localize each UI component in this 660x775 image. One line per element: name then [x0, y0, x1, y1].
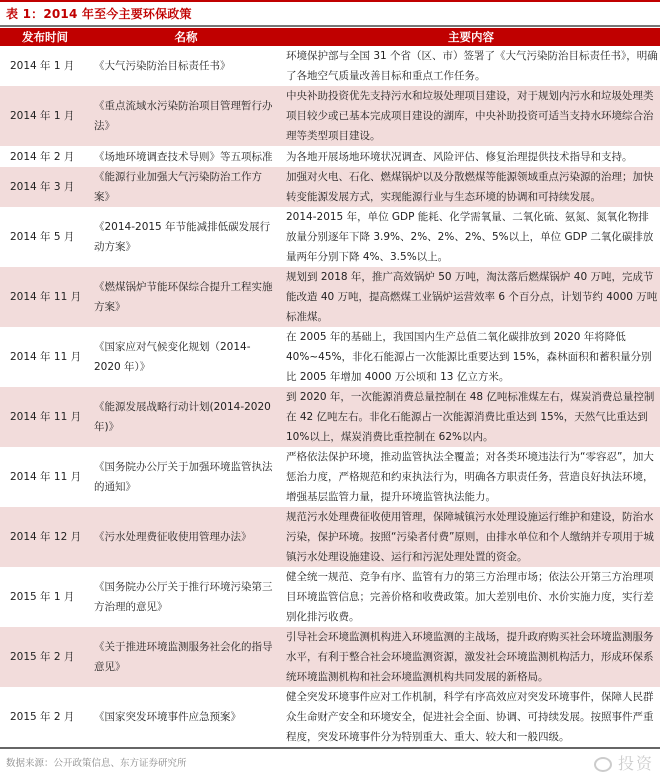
content-cell: 规划到 2018 年，推广高效锅炉 50 万吨，淘汰落后燃煤锅炉 40 万吨，完成节能改造 40 万吨，提高燃煤工业锅炉运营效率 6 个百分点，计划节约 4000 万吨标准煤。	[282, 267, 660, 327]
date-cell: 2014 年 5 月	[10, 231, 75, 243]
date-cell: 2014 年 11 月	[10, 351, 82, 363]
date-cell: 2015 年 1 月	[10, 591, 75, 603]
content-cell: 规范污水处理费征收使用管理，保障城镇污水处理设施运行维护和建设，防治水污染，保护环境。按照“污染者付费”原则，由排水单位和个人缴纳并专项用于城镇污水处理设施建设、运行和污泥处理处置的资金。	[282, 507, 660, 567]
header-date: 发布时间	[0, 28, 90, 46]
table-row	[0, 387, 660, 447]
date-cell: 2015 年 2 月	[10, 711, 75, 723]
date-cell: 2014 年 11 月	[10, 471, 82, 483]
name-cell: 《燃煤锅炉节能环保综合提升工程实施方案》	[90, 267, 282, 327]
content-cell: 健全突发环境事件应对工作机制，科学有序高效应对突发环境事件，保障人民群众生命财产安全和环境安全，促进社会全面、协调、可持续发展。按照事件严重程度，突发环境事件分为特别重大、重大、较大和一般四级。	[286, 691, 654, 743]
chat-bubble-icon	[594, 757, 612, 772]
date-cell: 2014 年 2 月	[10, 150, 75, 163]
table-row	[0, 46, 660, 86]
date-cell: 2015 年 2 月	[0, 627, 90, 687]
table-row	[0, 327, 660, 387]
table-title: 表 1：2014 年至今主要环保政策	[6, 7, 192, 21]
name-cell: 《国务院办公厅关于推行环境污染第三方治理的意见》	[94, 581, 273, 613]
name-cell: 《2014-2015 年节能减排低碳发展行动方案》	[94, 221, 271, 253]
table-row	[0, 267, 660, 327]
content-cell: 为各地开展场地环境状况调查、风险评估、修复治理提供技术指导和支持。	[286, 150, 633, 163]
header-content: 主要内容	[282, 28, 660, 46]
policy-table	[0, 28, 660, 747]
table-row	[0, 687, 660, 747]
content-cell: 健全统一规范、竞争有序、监管有力的第三方治理市场；依法公开第三方治理项目环境监管信息；完善价格和收费政策。加大差别电价、水价实施力度，实行差别化排污收费。	[286, 571, 654, 623]
content-cell: 加强对火电、石化、燃煤锅炉以及分散燃煤等能源领域重点污染源的治理；加快转变能源发展方式，实现能源行业与生态环境的协调和可持续发展。	[282, 167, 660, 207]
name-cell: 《场地环境调查技术导则》等五项标准	[94, 150, 273, 163]
watermark-text: 投资	[617, 753, 654, 773]
header-name: 名称	[90, 28, 282, 46]
content-cell: 引导社会环境监测机构进入环境监测的主战场，提升政府购买社会环境监测服务水平，有利于整合社会环境监测资源，激发社会环境监测机构活力，形成环保系统环境监测机构和社会环境监测机构共同发展的新格局。	[282, 627, 660, 687]
content-cell: 中央补助投资优先支持污水和垃圾处理项目建设，对于规划内污水和垃圾处理类项目较少或已基本完成项目建设的湖库，中央补助投资可适当支持水环境综合治理等类型项目建设。	[282, 86, 660, 146]
content-cell: 环境保护部与全国 31 个省（区、市）签署了《大气污染防治目标责任书》，明确了各地空气质量改善目标和重点工作任务。	[286, 50, 658, 82]
name-cell: 《国家应对气候变化规划（2014-2020 年）》	[94, 341, 251, 373]
date-cell: 2014 年 1 月	[10, 60, 75, 72]
content-cell: 到 2020 年，一次能源消费总量控制在 48 亿吨标准煤左右，煤炭消费总量控制在 42 亿吨左右。非化石能源占一次能源消费比重达到 15%，天然气比重达到 10%以上，煤炭消费比重控制在 62%以内。	[282, 387, 660, 447]
content-cell: 严格依法保护环境，推动监管执法全覆盖；对各类环境违法行为“零容忍”，加大惩治力度，严格规范和约束执法行为，明确各方职责任务，营造良好执法环境，增强基层监管力量，提升环境监管执法能力。	[286, 451, 654, 503]
table-header-row	[0, 28, 660, 46]
name-cell: 《能源发展战略行动计划(2014-2020 年)》	[90, 387, 282, 447]
content-cell: 在 2005 年的基础上，我国国内生产总值二氧化碳排放到 2020 年将降低 40%~45%，非化石能源占一次能源比重要达到 15%，森林面积和蓄积量分别比 2005 年增加 4000 万公顷和 13 亿立方米。	[286, 331, 652, 383]
name-cell: 《国家突发环境事件应急预案》	[94, 711, 241, 723]
name-cell: 《关于推进环境监测服务社会化的指导意见》	[90, 627, 282, 687]
content-cell: 2014-2015 年，单位 GDP 能耗、化学需氧量、二氧化硫、氨氮、氮氧化物排放量分别逐年下降 3.9%、2%、2%、2%、5%以上，单位 GDP 二氧化碳排放量两年分别下降 4%、3.5%以上。	[286, 211, 654, 263]
name-cell: 《能源行业加强大气污染防治工作方案》	[90, 167, 282, 207]
date-cell: 2014 年 1 月	[0, 86, 90, 146]
watermark	[594, 751, 654, 774]
date-cell: 2014 年 11 月	[0, 267, 90, 327]
name-cell: 《重点流域水污染防治项目管理暂行办法》	[90, 86, 282, 146]
table-row	[0, 507, 660, 567]
title-rule	[0, 25, 660, 27]
name-cell: 《大气污染防治目标责任书》	[94, 60, 231, 72]
table-row	[0, 447, 660, 507]
date-cell: 2014 年 12 月	[0, 507, 90, 567]
data-source-note: 数据来源：公开政策信息、东方证券研究所	[6, 758, 187, 769]
name-cell: 《污水处理费征收使用管理办法》	[90, 507, 282, 567]
name-cell: 《国务院办公厅关于加强环境监管执法的通知》	[94, 461, 273, 493]
table-row	[0, 567, 660, 627]
table-row	[0, 167, 660, 207]
table-row	[0, 86, 660, 146]
footer	[0, 749, 660, 775]
table-row	[0, 146, 660, 167]
date-cell: 2014 年 11 月	[0, 387, 90, 447]
table-row	[0, 627, 660, 687]
date-cell: 2014 年 3 月	[0, 167, 90, 207]
table-row	[0, 207, 660, 267]
